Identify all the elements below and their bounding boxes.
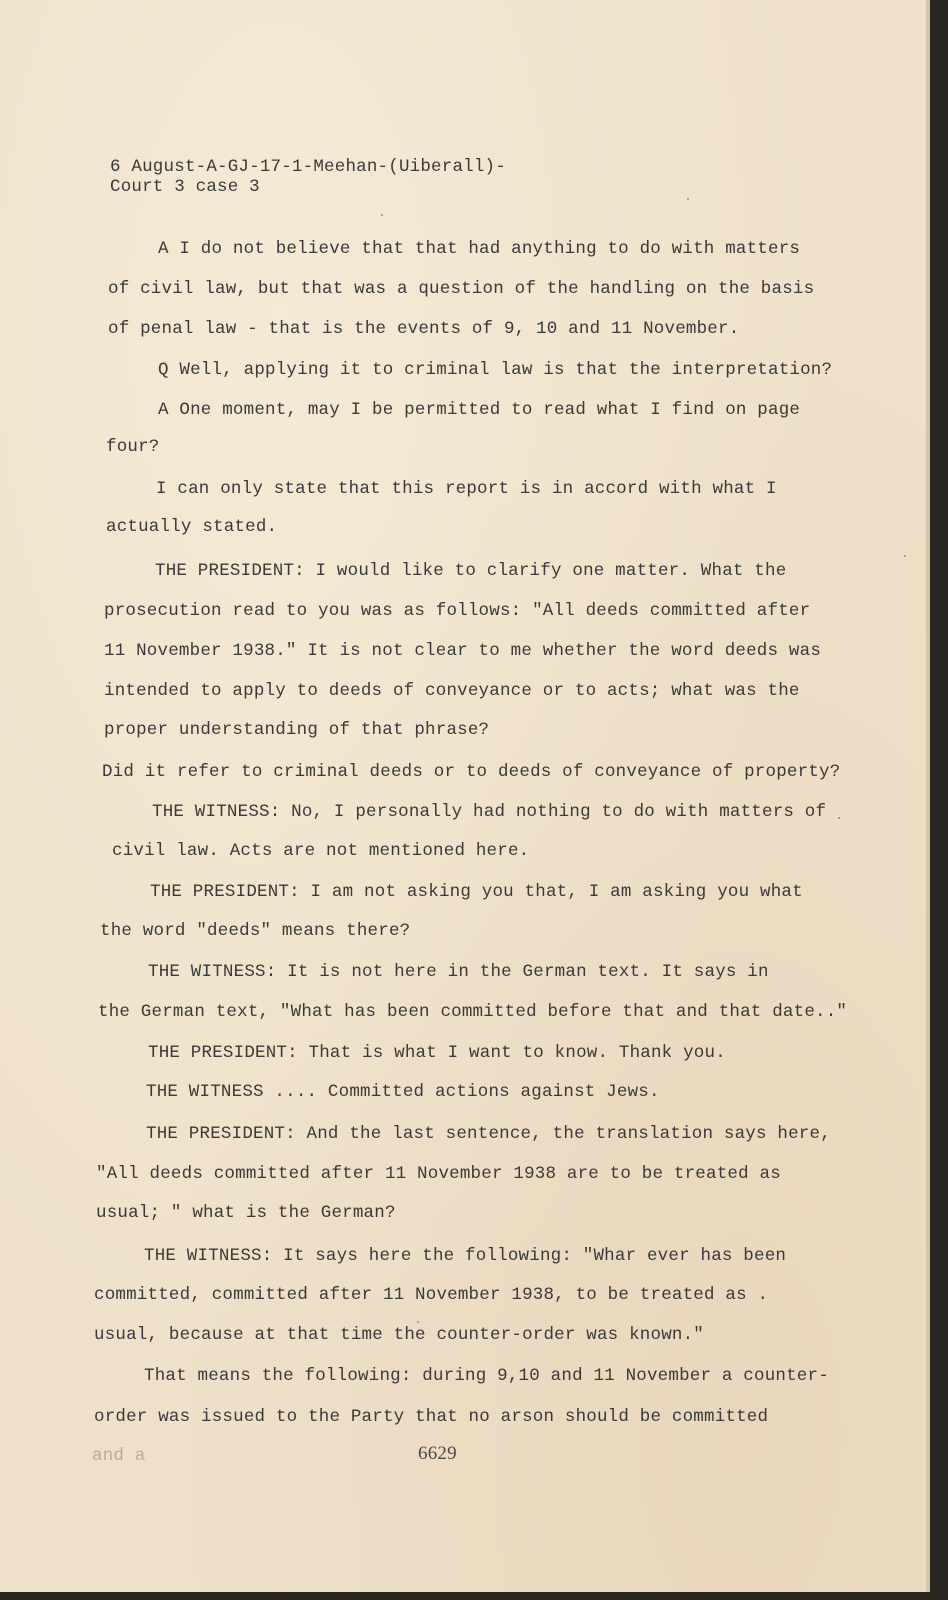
body-line: Q Well, applying it to criminal law is that the interpretation?	[158, 360, 833, 380]
body-line: intended to apply to deeds of conveyance or to acts; what was the	[104, 681, 800, 701]
body-line: actually stated.	[106, 517, 278, 537]
paper-speck	[381, 214, 383, 216]
bleed-through-text: and a	[92, 1446, 146, 1466]
body-line: THE WITNESS .... Committed actions against Jews.	[146, 1082, 660, 1102]
body-line: usual, because at that time the counter-order was known."	[94, 1325, 704, 1345]
body-line: "All deeds committed after 11 November 1938 are to be treated as	[96, 1164, 781, 1184]
body-line: I can only state that this report is in accord with what I	[156, 479, 777, 499]
body-line: the German text, "What has been committed before that and that date.."	[98, 1002, 848, 1022]
body-line: 11 November 1938." It is not clear to me whether the word deeds was	[104, 641, 822, 661]
body-line: usual; " what is the German?	[96, 1203, 396, 1223]
page-number: 6629	[418, 1443, 457, 1464]
body-line: of penal law - that is the events of 9, 10 and 11 November.	[108, 319, 740, 339]
body-line: Did it refer to criminal deeds or to deeds of conveyance of property?	[102, 762, 841, 782]
body-line: proper understanding of that phrase?	[104, 720, 490, 740]
header-line-2: Court 3 case 3	[110, 177, 260, 197]
body-line: order was issued to the Party that no arson should be committed	[94, 1407, 769, 1427]
body-line: committed, committed after 11 November 1938, to be treated as .	[94, 1285, 769, 1305]
paper-speck	[838, 817, 840, 819]
body-line: THE WITNESS: It says here the following: "Whar ever has been	[144, 1246, 787, 1266]
body-line: four?	[106, 437, 160, 457]
body-line: A I do not believe that that had anything to do with matters	[158, 239, 801, 259]
body-line: THE PRESIDENT: And the last sentence, the translation says here,	[146, 1124, 831, 1144]
paper-speck	[687, 198, 689, 200]
body-line: THE PRESIDENT: I would like to clarify one matter. What the	[155, 561, 787, 581]
body-line: THE PRESIDENT: I am not asking you that, I am asking you what	[150, 882, 803, 902]
body-line: THE PRESIDENT: That is what I want to know. Thank you.	[148, 1043, 726, 1063]
body-line: of civil law, but that was a question of the handling on the basis	[108, 279, 815, 299]
body-line: THE WITNESS: It is not here in the German text. It says in	[148, 962, 769, 982]
body-line: civil law. Acts are not mentioned here.	[112, 841, 530, 861]
paper-speck	[904, 555, 906, 557]
body-line: THE WITNESS: No, I personally had nothing to do with matters of	[152, 802, 827, 822]
body-line: A One moment, may I be permitted to read what I find on page	[158, 400, 801, 420]
header-line-1: 6 August-A-GJ-17-1-Meehan-(Uiberall)-	[110, 157, 506, 177]
body-line: prosecution read to you was as follows: "All deeds committed after	[104, 601, 811, 621]
body-line: That means the following: during 9,10 and 11 November a counter-	[144, 1366, 829, 1386]
paper-speck	[417, 1321, 419, 1323]
body-line: the word "deeds" means there?	[100, 921, 411, 941]
